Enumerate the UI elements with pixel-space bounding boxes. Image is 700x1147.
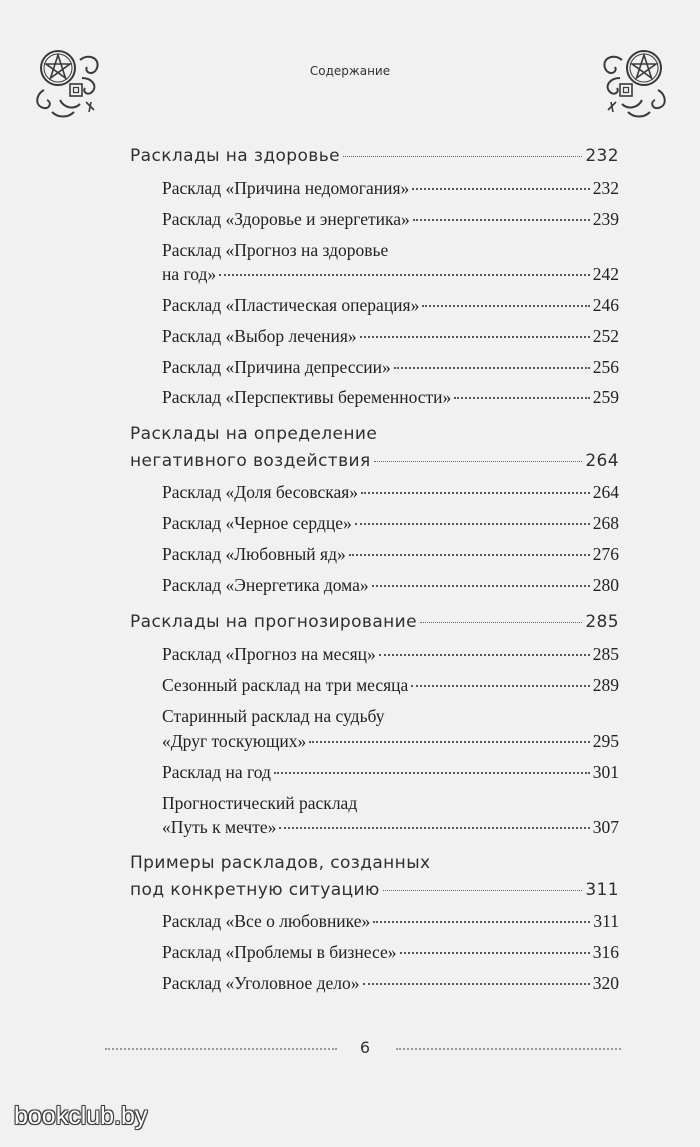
dot-leader: [420, 622, 582, 623]
entry-title: Сезонный расклад на три месяца: [162, 675, 409, 695]
toc-entry[interactable]: [162, 575, 619, 596]
toc-entry[interactable]: [162, 357, 619, 378]
dot-leader: [413, 219, 590, 221]
entry-title: Расклад «Любовный яд»: [162, 544, 346, 564]
entry-page-number: 252: [592, 326, 619, 346]
page-number: 6: [359, 1038, 371, 1057]
dot-leader: [279, 827, 589, 829]
dot-leader: [372, 585, 590, 587]
dot-leader: [394, 367, 590, 369]
entry-title-line[interactable]: Расклад «Прогноз на здоровье: [162, 240, 389, 260]
entry-title: Расклад «Перспективы беременности»: [162, 387, 452, 407]
toc-entry[interactable]: [162, 209, 619, 230]
entry-page-number: 259: [592, 387, 619, 407]
entry-page-number: 311: [593, 911, 619, 931]
entry-title: на год»: [162, 264, 217, 284]
toc-entry[interactable]: [162, 911, 619, 932]
section-title: негативного воздействия: [130, 451, 371, 471]
toc-entry[interactable]: [162, 295, 619, 316]
entry-page-number: 256: [592, 357, 619, 377]
pentacle-ornament-icon: [592, 40, 672, 130]
toc-section[interactable]: [130, 880, 619, 900]
entry-title: Расклад «Черное сердце»: [162, 513, 352, 533]
entry-title: Расклад «Проблемы в бизнесе»: [162, 942, 397, 962]
section-title-line[interactable]: Примеры раскладов, созданных: [130, 853, 431, 873]
footer-dotted-rule: [105, 1048, 337, 1050]
toc-section[interactable]: [130, 451, 619, 471]
running-header: Содержание: [309, 64, 391, 78]
dot-leader: [422, 305, 589, 307]
toc-section[interactable]: [130, 612, 619, 632]
section-page-number: 311: [585, 880, 619, 900]
entry-page-number: 264: [592, 482, 619, 502]
dot-leader: [363, 983, 590, 985]
entry-page-number: 301: [592, 762, 619, 782]
entry-page-number: 232: [592, 178, 619, 198]
entry-page-number: 280: [592, 575, 619, 595]
dot-leader: [343, 156, 582, 157]
dot-leader: [274, 772, 590, 774]
entry-page-number: 295: [592, 731, 619, 751]
toc-entry[interactable]: [162, 326, 619, 347]
entry-page-number: 246: [592, 295, 619, 315]
toc-entry[interactable]: [162, 817, 619, 838]
toc-entry[interactable]: [162, 675, 619, 696]
entry-title: «Путь к мечте»: [162, 817, 277, 837]
toc-entry[interactable]: [162, 731, 619, 752]
dot-leader: [383, 890, 583, 891]
dot-leader: [374, 461, 583, 462]
entry-page-number: 320: [592, 973, 619, 993]
entry-title: Расклад «Пластическая операция»: [162, 295, 420, 315]
section-title: Расклады на прогнозирование: [130, 612, 417, 632]
entry-title: Расклад «Уголовное дело»: [162, 973, 360, 993]
entry-title: Расклад «Все о любовнике»: [162, 911, 371, 931]
dot-leader: [454, 397, 589, 399]
toc-entry[interactable]: [162, 644, 619, 665]
toc-entry[interactable]: [162, 973, 619, 994]
footer-dotted-rule: [396, 1048, 621, 1050]
entry-title: Расклад «Причина депрессии»: [162, 357, 391, 377]
dot-leader: [411, 685, 589, 687]
dot-leader: [309, 741, 589, 743]
dot-leader: [400, 952, 590, 954]
entry-page-number: 285: [592, 644, 619, 664]
dot-leader: [379, 654, 590, 656]
toc-entry[interactable]: [162, 482, 619, 503]
section-page-number: 264: [585, 451, 619, 471]
section-page-number: 285: [585, 612, 619, 632]
toc-entry[interactable]: [162, 544, 619, 565]
dot-leader: [412, 188, 590, 190]
entry-title-line[interactable]: Прогностический расклад: [162, 793, 358, 813]
entry-title-line[interactable]: Старинный расклад на судьбу: [162, 706, 385, 726]
entry-title: «Друг тоскующих»: [162, 731, 307, 751]
section-title: Расклады на здоровье: [130, 146, 340, 166]
entry-title: Расклад «Причина недомогания»: [162, 178, 410, 198]
toc-entry[interactable]: [162, 178, 619, 199]
toc-entry[interactable]: [162, 387, 619, 408]
toc-entry[interactable]: [162, 762, 619, 783]
entry-title: Расклад «Прогноз на месяц»: [162, 644, 376, 664]
dot-leader: [219, 274, 590, 276]
dot-leader: [355, 523, 590, 525]
toc-entry[interactable]: [162, 513, 619, 534]
toc-entry[interactable]: [162, 942, 619, 963]
dot-leader: [349, 554, 590, 556]
dot-leader: [373, 921, 590, 923]
toc-section[interactable]: [130, 146, 619, 166]
pentacle-ornament-icon: [30, 40, 110, 130]
toc-entry[interactable]: [162, 264, 619, 285]
section-title-line[interactable]: Расклады на определение: [130, 424, 378, 444]
entry-page-number: 289: [592, 675, 619, 695]
entry-title: Расклад «Здоровье и энергетика»: [162, 209, 410, 229]
entry-page-number: 242: [592, 264, 619, 284]
entry-title: Расклад на год: [162, 762, 271, 782]
section-title: под конкретную ситуацию: [130, 880, 380, 900]
dot-leader: [360, 336, 590, 338]
entry-title: Расклад «Выбор лечения»: [162, 326, 357, 346]
entry-page-number: 316: [592, 942, 619, 962]
section-page-number: 232: [585, 146, 619, 166]
entry-title: Расклад «Доля бесовская»: [162, 482, 359, 502]
entry-page-number: 239: [592, 209, 619, 229]
entry-page-number: 268: [592, 513, 619, 533]
entry-page-number: 307: [592, 817, 619, 837]
site-watermark: bookclub.by: [14, 1102, 148, 1130]
entry-title: Расклад «Энергетика дома»: [162, 575, 369, 595]
dot-leader: [361, 492, 590, 494]
entry-page-number: 276: [592, 544, 619, 564]
